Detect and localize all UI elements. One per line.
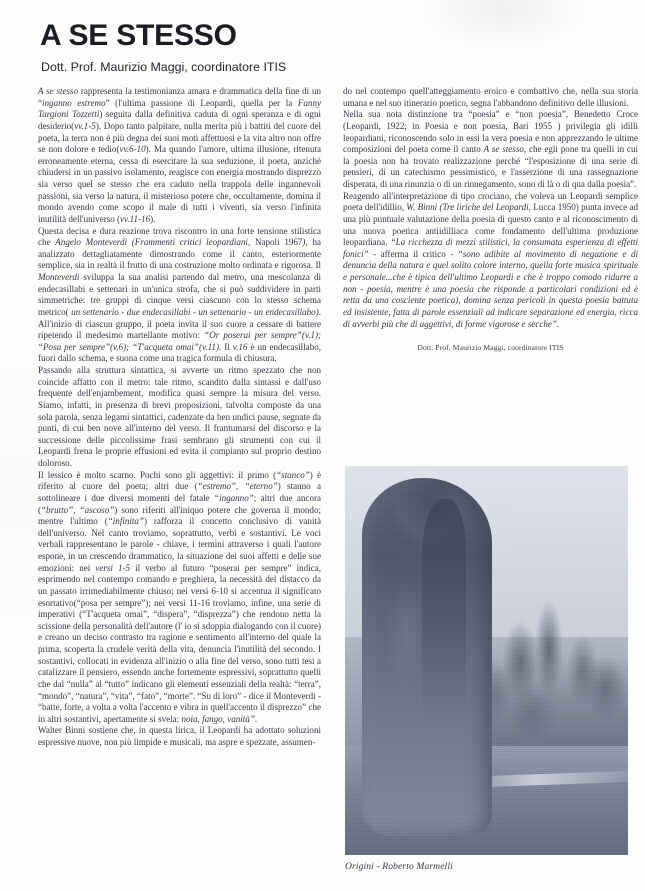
paragraph: Passando alla struttura sintattica, si avverte un ritmo spezzato che non coincide affatto con il metro: tale ritmo, scandito dalla sintassi e dall'uso frequente dell'enjambement, modifica quasi sempre la misura del verso. Siamo, infatti, in presenza di brevi proposizioni, talvolta composte da una sola parola, senza legami sintattici, cadenzate da ben undici pause, segnate da punti, di cui ben nove all'interno del verso. Il frantumarsi del discorso e la successione delle piccolissime frasi sembrano gli strumenti con cui il Leopardi frena le proprie effusioni ed evita il compianto sul proprio destino doloroso. <box>38 365 321 468</box>
text-column-left <box>38 86 321 749</box>
photo-stone-sculpture <box>362 478 492 836</box>
photo-caption: Origini - Roberto Marmelli <box>345 861 453 872</box>
paragraph: Il lessico è molto scarno. Pochi sono gli aggettivi: il primo (“stanco”) è riferito al cuore del poeta; altri due (“estremo”, “eterno”) stanno a sottolineare i due diversi momenti del fatale “inganno”; altri due ancora (“brutto”, “ascoso”) sono riferiti all'iniquo potere che governa il mondo; mentre l'ultimo (“infinita”) rafforza il concetto conclusivo di vanità dell'universo. Nel canto troviamo, soprattutto, verbi e sostantivi. Le voci verbali rappresentano le parole - chiave, i termini attraverso i quali l'autore espone, in un crescendo drammatico, la situazione dei suoi affetti e delle sue emozioni: nei versi 1-5 il verbo al futuro “poserai per sempre” indica, esprimendo nel contempo comando e preghiera, la necessità del distacco da un passato irrimediabilmente chiuso; nei versi 6-10 si accentua il significato esortativo(“posa per sempre”); nei versi 11-16 troviamo, infine, una serie di imperativi (“T'acqueta omai”, “dispera”, “disprezza”) che rendono netta la scissione della personalità dell'autore (l' io si sdoppia dialogando con il cuore) e creano un deciso contrasto tra ragione e sentimento all'interno del quale la prima, scoperta la crudele verità della vita, denuncia l'inutilità del secondo. I sostantivi, collocati in evidenza all'inizio o alla fine del verso, sono tutti tesi a catalizzare il pensiero, essendo anche fortemente espressivi, soprattutto quelli che dal “nulla” al “tutto” indicano gli elementi essenziali della realtà: “terra”, “mondo”, “natura”, “vita”, “fato”, “morte”. “Su di loro” - dice il Monteverdi - “batte, forte, a volta a volta l'accento e vibra in quell'accento il disprezzo” che in altri sostantivi, apertamente si svela: noia, fango, vanità”. <box>38 469 321 724</box>
paragraph: Reagendo all'interpretazione di tipo crociano, che voleva un Leopardi semplice poeta dell'idillio, W. Binni (Tre liriche del Leopardi, Lucca 1950) punta invece ad una più puntuale valutazione della poesia di questo canto e al riconoscimento di una nuova poetica antiidilliaca come fondamento dell'ultima produzione leopardiana. “La ricchezza di mezzi stilistici, la consumata esperienza di effetti fonici” - afferma il critico - “sono adibite al movimento di negazione e di denuncia della natura e quel solito colore interno, quella forte musica spirituale e personale...che è tipica dell'ultimo Leopardi e che è troppo comodo ridurre a non - poesia, mentre è una poesia che risponde a particolari condizioni ed è retta da una cosciente poetica), domina senza pericoli in questa poesia battuta ed insistente, fatta di parole essenziali ad indicare separazione ed energia, ricca di avverbi più che di aggettivi, di forme vigorose e secche”. <box>343 190 638 329</box>
text-column-right <box>343 86 638 352</box>
article-byline: Dott. Prof. Maurizio Maggi, coordinatore ITIS <box>417 343 564 353</box>
article-header <box>40 20 600 74</box>
paragraph: do nel contempo quell'atteggiamento eroico e combattivo che, nella sua storia umana e nel suo itinerario poetico, segna l'abbandono definitivo delle illusioni. <box>343 86 638 108</box>
author-subtitle: Dott. Prof. Maurizio Maggi, coordinatore ITIS <box>41 59 287 74</box>
paragraph: A se stesso rappresenta la testimonianza amara e drammatica della fine di un “inganno estremo” (l'ultima passione di Leopardi, quella per la Fanny Targioni Tozzetti) seguita dalla definitiva caduta di ogni speranza e di ogni desiderio(vv.1-5). Dopo tanto palpitare, nulla merita più i battiti del cuore del poeta, la terra non è più degna dei suoi moti affettuosi e la vita altro non offre se non dolore e tedio(vv.6-10). Ma quando l'amore, ultima illusione, ritenuta erroneamente eterna, cessa di esercitare la sua seduzione, il poeta, anziché chiudersi in un passivo isolamento, reagisce con energia mostrando disprezzo sia verso quel se stesso che era caduto nella trappola delle ingannevoli passioni, sia verso la natura, il misterioso potere che, occultamente, domina il mondo avendo come scopo il male di tutti i viventi, sia verso l'infinita inutilità dell'universo (vv.11-16). <box>38 86 321 224</box>
paragraph: Walter Binni sostiene che, in questa lirica, il Leopardi ha adottato soluzioni espressive nuove, non più limpide e musicali, ma aspre e spezzate, assumen- <box>38 725 321 747</box>
paragraph: Questa decisa e dura reazione trova riscontro in una forte tensione stilistica che Angelo Monteverdi (Frammenti critici leopardiani, Napoli 1967), ha analizzato dettagliatamente dimostrando come il canto, esteriormente semplice, sia in realtà il frutto di una costruzione molto ordinata e rigorosa. Il Monteverdi sviluppa la sua analisi partendo dal metro, una mescolanza di endecasillabi e settenari in un'unica strofa, che si può suddividere in parti simmetriche: tre gruppi di cinque versi ciascuno con lo stesso schema metrico( un settenario - due endecasillabi - un settenario - un endecasillabo). All'inizio di ciascun gruppo, il poeta invita il suo cuore a cessare di battere ripetendo il medesimo martellante motivo: “Or poserai per sempre”(v.1); “Posa per sempre”(v.6); “T'acqueta omai”(v.11). Il v.16 è un endecasillabo, fuori dallo schema, e suona come una tragica formula di chiusura. <box>38 225 322 364</box>
page-title: A SE STESSO <box>40 19 237 52</box>
photograph <box>345 466 628 855</box>
paragraph: Nella sua nota distinzione tra “poesia” e “non poesia”, Benedetto Croce (Leopardi, 1922; in Poesia e non poesia, Bari 1955 ) privilegia gli idilli leopardiani, riconoscendo solo in essi la vera poesia e non apprezzando le ultime composizioni del poeta come il canto A se stesso, che egli pone tra quelli in cui la poesia non ha trovato realizzazione perché “l'esposizione di una serie di pensieri, di un catechismo pessimistico, e l'asserzione di una rassegnazione disperata, di una rinunzia o di un rinnegamento, sono di là o di qua dalla poesia”. <box>343 109 638 189</box>
photo-image <box>345 466 628 855</box>
